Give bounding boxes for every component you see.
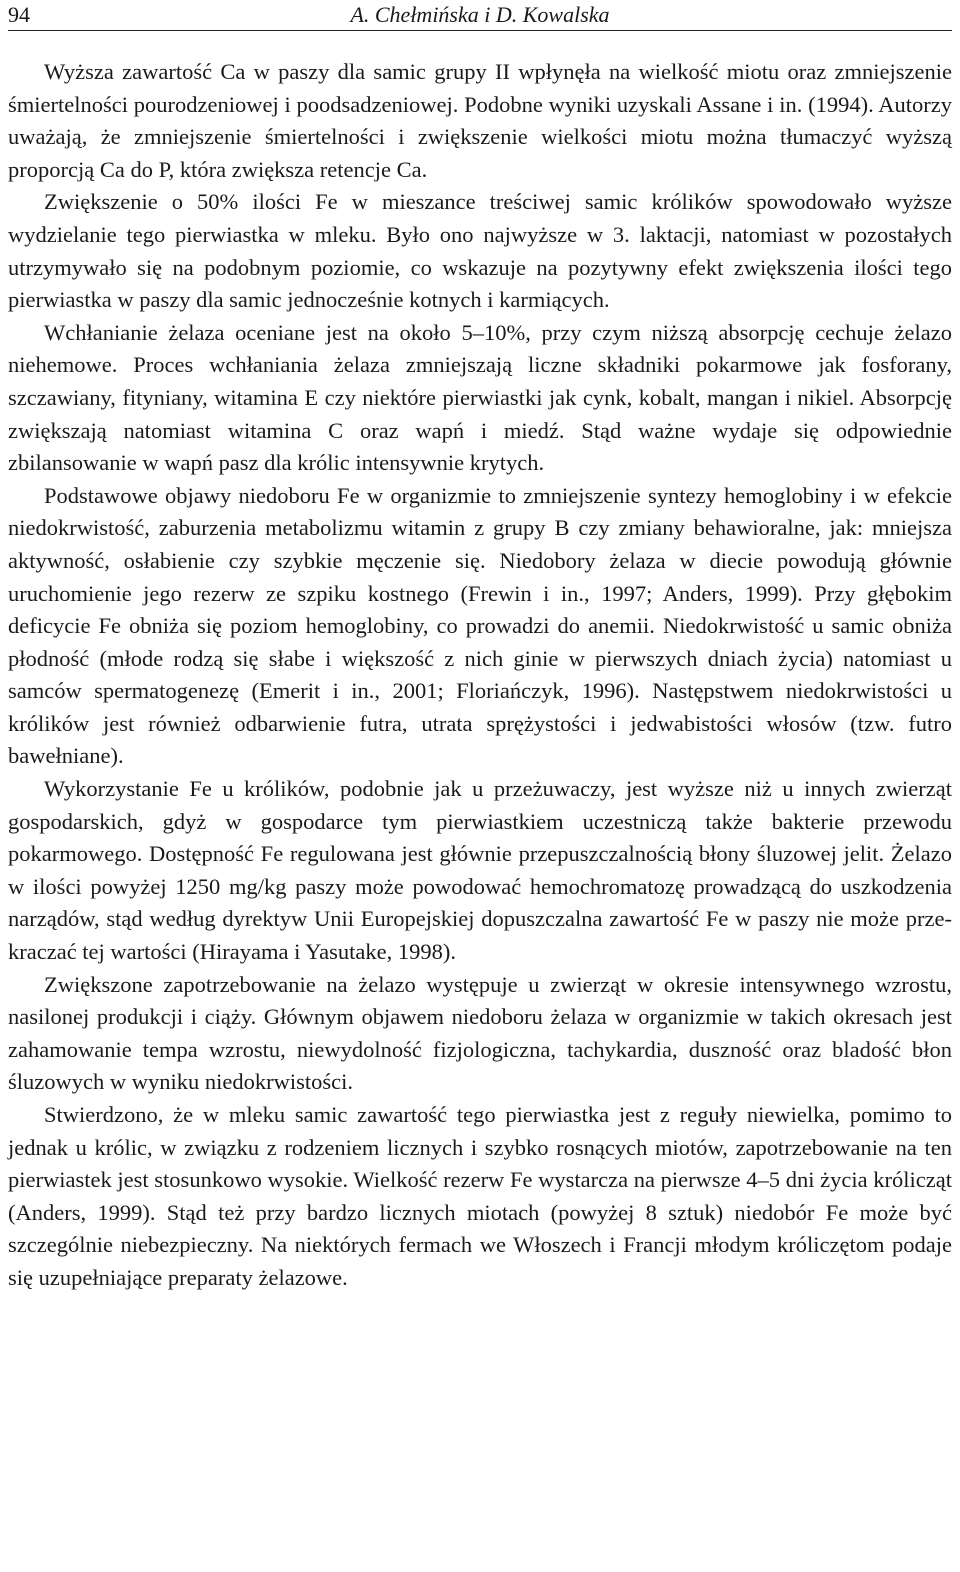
running-title: A. Chełmińska i D. Kowalska	[350, 2, 610, 27]
body-text	[8, 56, 952, 1295]
paragraph: Wchłanianie żelaza oceniane jest na około 5–10%, przy czym niższą absorpcję cechuje żelazo niehemowe. Proces wchłaniania żelaza zmniejszają liczne składniki pokarmowe jak fosforany, szczawiany, fityniany, witamina E czy niektóre pierwiastki jak cynk, kobalt, mangan i nikiel. Absorpcję zwiększają natomiast witamina C oraz wapń i miedź. Stąd ważne wydaje się odpowiednie zbilansowanie w wapń pasz dla królic intensywnie krytych.	[8, 319, 952, 476]
paragraph: Wyższa zawartość Ca w paszy dla samic grupy II wpłynęła na wielkość miotu oraz zmniejszenie śmiertelności pourodzeniowej i poodsadzeniowej. Podobne wyniki uzyskali Assane i in. (1994). Autorzy uważają, że zmniejszenie śmiertelności i zwiększenie wielkości miotu można tłumaczyć wyższą proporcją Ca do P, która zwiększa retencje Ca.	[8, 59, 952, 182]
paragraph: Zwiększenie o 50% ilości Fe w mieszance treściwej samic królików spowodowało wyższe wydzielanie tego pierwiastka w mleku. Było ono najwyższe w 3. laktacji, natomiast w pozostałych utrzymywało się na podobnym poziomie, co wskazuje na pozytywny efekt zwiększenia ilości tego pierwiastka w paszy dla samic jednocześnie kotnych i karmiących.	[8, 189, 952, 313]
running-header	[8, 0, 952, 31]
paragraph: Podstawowe objawy niedoboru Fe w organizmie to zmniejszenie syntezy hemoglobiny i w efekcie niedokrwistość, zaburzenia metabolizmu witamin z grupy B czy zmiany behawioralne, jak: mniejsza aktywność, osłabienie czy szybkie męczenie się. Niedobory żelaza w diecie powodują głównie uruchomienie jego rezerw ze szpiku kostnego (Frewin i in., 1997; Anders, 1999). Przy głębokim deficycie Fe obniża się poziom hemoglobiny, co prowadzi do anemii. Niedokrwistość u samic obniża płodność (młode rodzą się słabe i większość z nich ginie w pierwszych dniach życia) natomiast u samców spermatogenezę (Emerit i in., 2001; Floriańczyk, 1996). Następstwem niedokrwistości u królików jest również odbarwienie futra, utrata sprężystości i jedwabistości włosów (tzw. futro bawełniane).	[8, 482, 952, 769]
paragraph: Zwiększone zapotrzebowanie na żelazo występuje u zwierząt w okresie intensywnego wzrostu, nasilonej produkcji i ciąży. Głównym objawem niedoboru żelaza w organizmie w takich okresach jest zahamowanie tempa wzrostu, niewydolność fizjologiczna, tachykardia, duszność oraz bladość błon śluzowych w wyniku niedokrwistości.	[8, 971, 952, 1095]
page-number: 94	[8, 2, 30, 27]
paragraph: Wykorzystanie Fe u królików, podobnie jak u przeżuwaczy, jest wyższe niż u innych zwierząt gospodarskich, gdyż w gospodarce tym pierwiastkiem uczestniczą także bakterie przewodu pokarmowego. Dostępność Fe regulowana jest głównie przepuszczalnością błony śluzowej jelit. Żelazo w ilości powyżej 1250 mg/kg paszy może powodować hemochromatozę prowadzącą do uszkodzenia narządów, stąd według dyrektyw Unii Europejskiej dopuszczalna zawartość Fe w paszy nie może przekraczać tej wartości (Hirayama i Yasutake, 1998).	[8, 776, 952, 965]
paragraph: Stwierdzono, że w mleku samic zawartość tego pierwiastka jest z reguły niewielka, pomimo to jednak u królic, w związku z rodzeniem licznych i szybko rosnących miotów, zapotrzebowanie na ten pierwiastek jest stosunkowo wysokie. Wielkość rezerw Fe wystarcza na pierwsze 4–5 dni życia królicząt (Anders, 1999). Stąd też przy bardzo licznych miotach (powyżej 8 sztuk) niedobór Fe może być szczególnie niebezpieczny. Na niektórych fermach we Włoszech i Francji młodym króliczętom podaje się uzupełniające preparaty żelazowe.	[8, 1102, 952, 1290]
document-page	[8, 0, 952, 1295]
